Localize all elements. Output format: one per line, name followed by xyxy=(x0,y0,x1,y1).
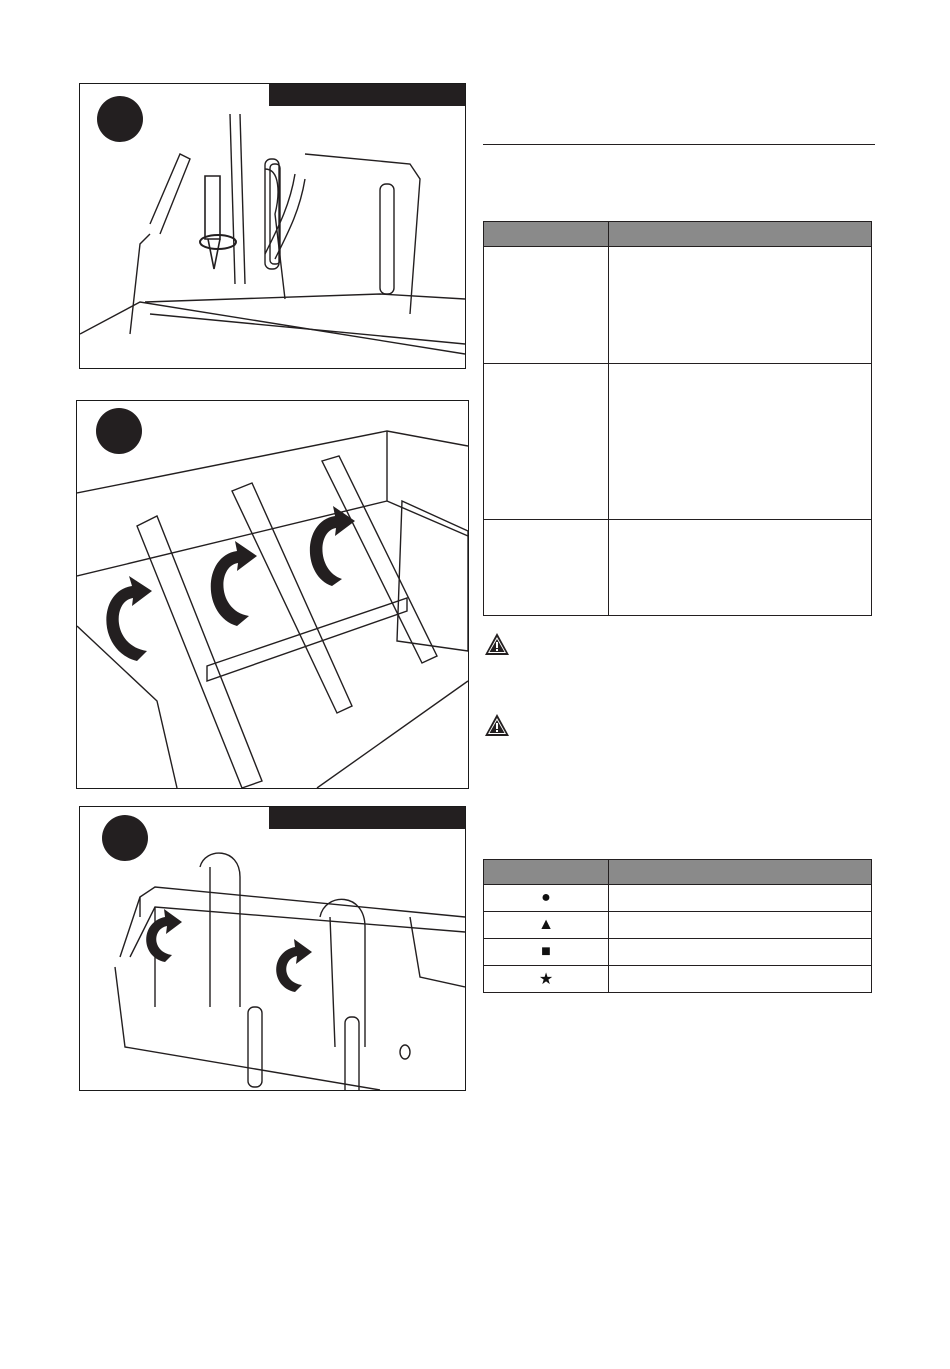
table-2-header-col-2 xyxy=(609,860,872,885)
section-rule xyxy=(483,144,875,145)
table-1-header xyxy=(484,222,872,247)
table-1-header-col-2 xyxy=(609,222,872,247)
triangle-icon: ▲ xyxy=(484,912,609,939)
warning-triangle-icon xyxy=(484,632,510,656)
table-2-header-col-1 xyxy=(484,860,609,885)
table-row xyxy=(484,912,872,939)
table-2 xyxy=(483,859,872,993)
figure-1-panel xyxy=(79,83,466,369)
circle-icon: ● xyxy=(484,885,609,912)
table-row xyxy=(484,364,872,520)
figure-3-illustration xyxy=(80,807,465,1090)
table-2-header xyxy=(484,860,872,885)
table-row xyxy=(484,966,872,993)
figure-2-panel xyxy=(76,400,469,789)
table-row xyxy=(484,520,872,616)
table-row xyxy=(484,885,872,912)
figure-2-illustration xyxy=(77,401,468,788)
table-1 xyxy=(483,221,872,616)
table-row xyxy=(484,247,872,364)
figure-1-illustration xyxy=(80,84,465,368)
table-row xyxy=(484,939,872,966)
star-icon: ★ xyxy=(484,966,609,993)
figure-3-panel xyxy=(79,806,466,1091)
warning-triangle-icon xyxy=(484,713,510,737)
table-1-header-col-1 xyxy=(484,222,609,247)
square-icon: ■ xyxy=(484,939,609,966)
